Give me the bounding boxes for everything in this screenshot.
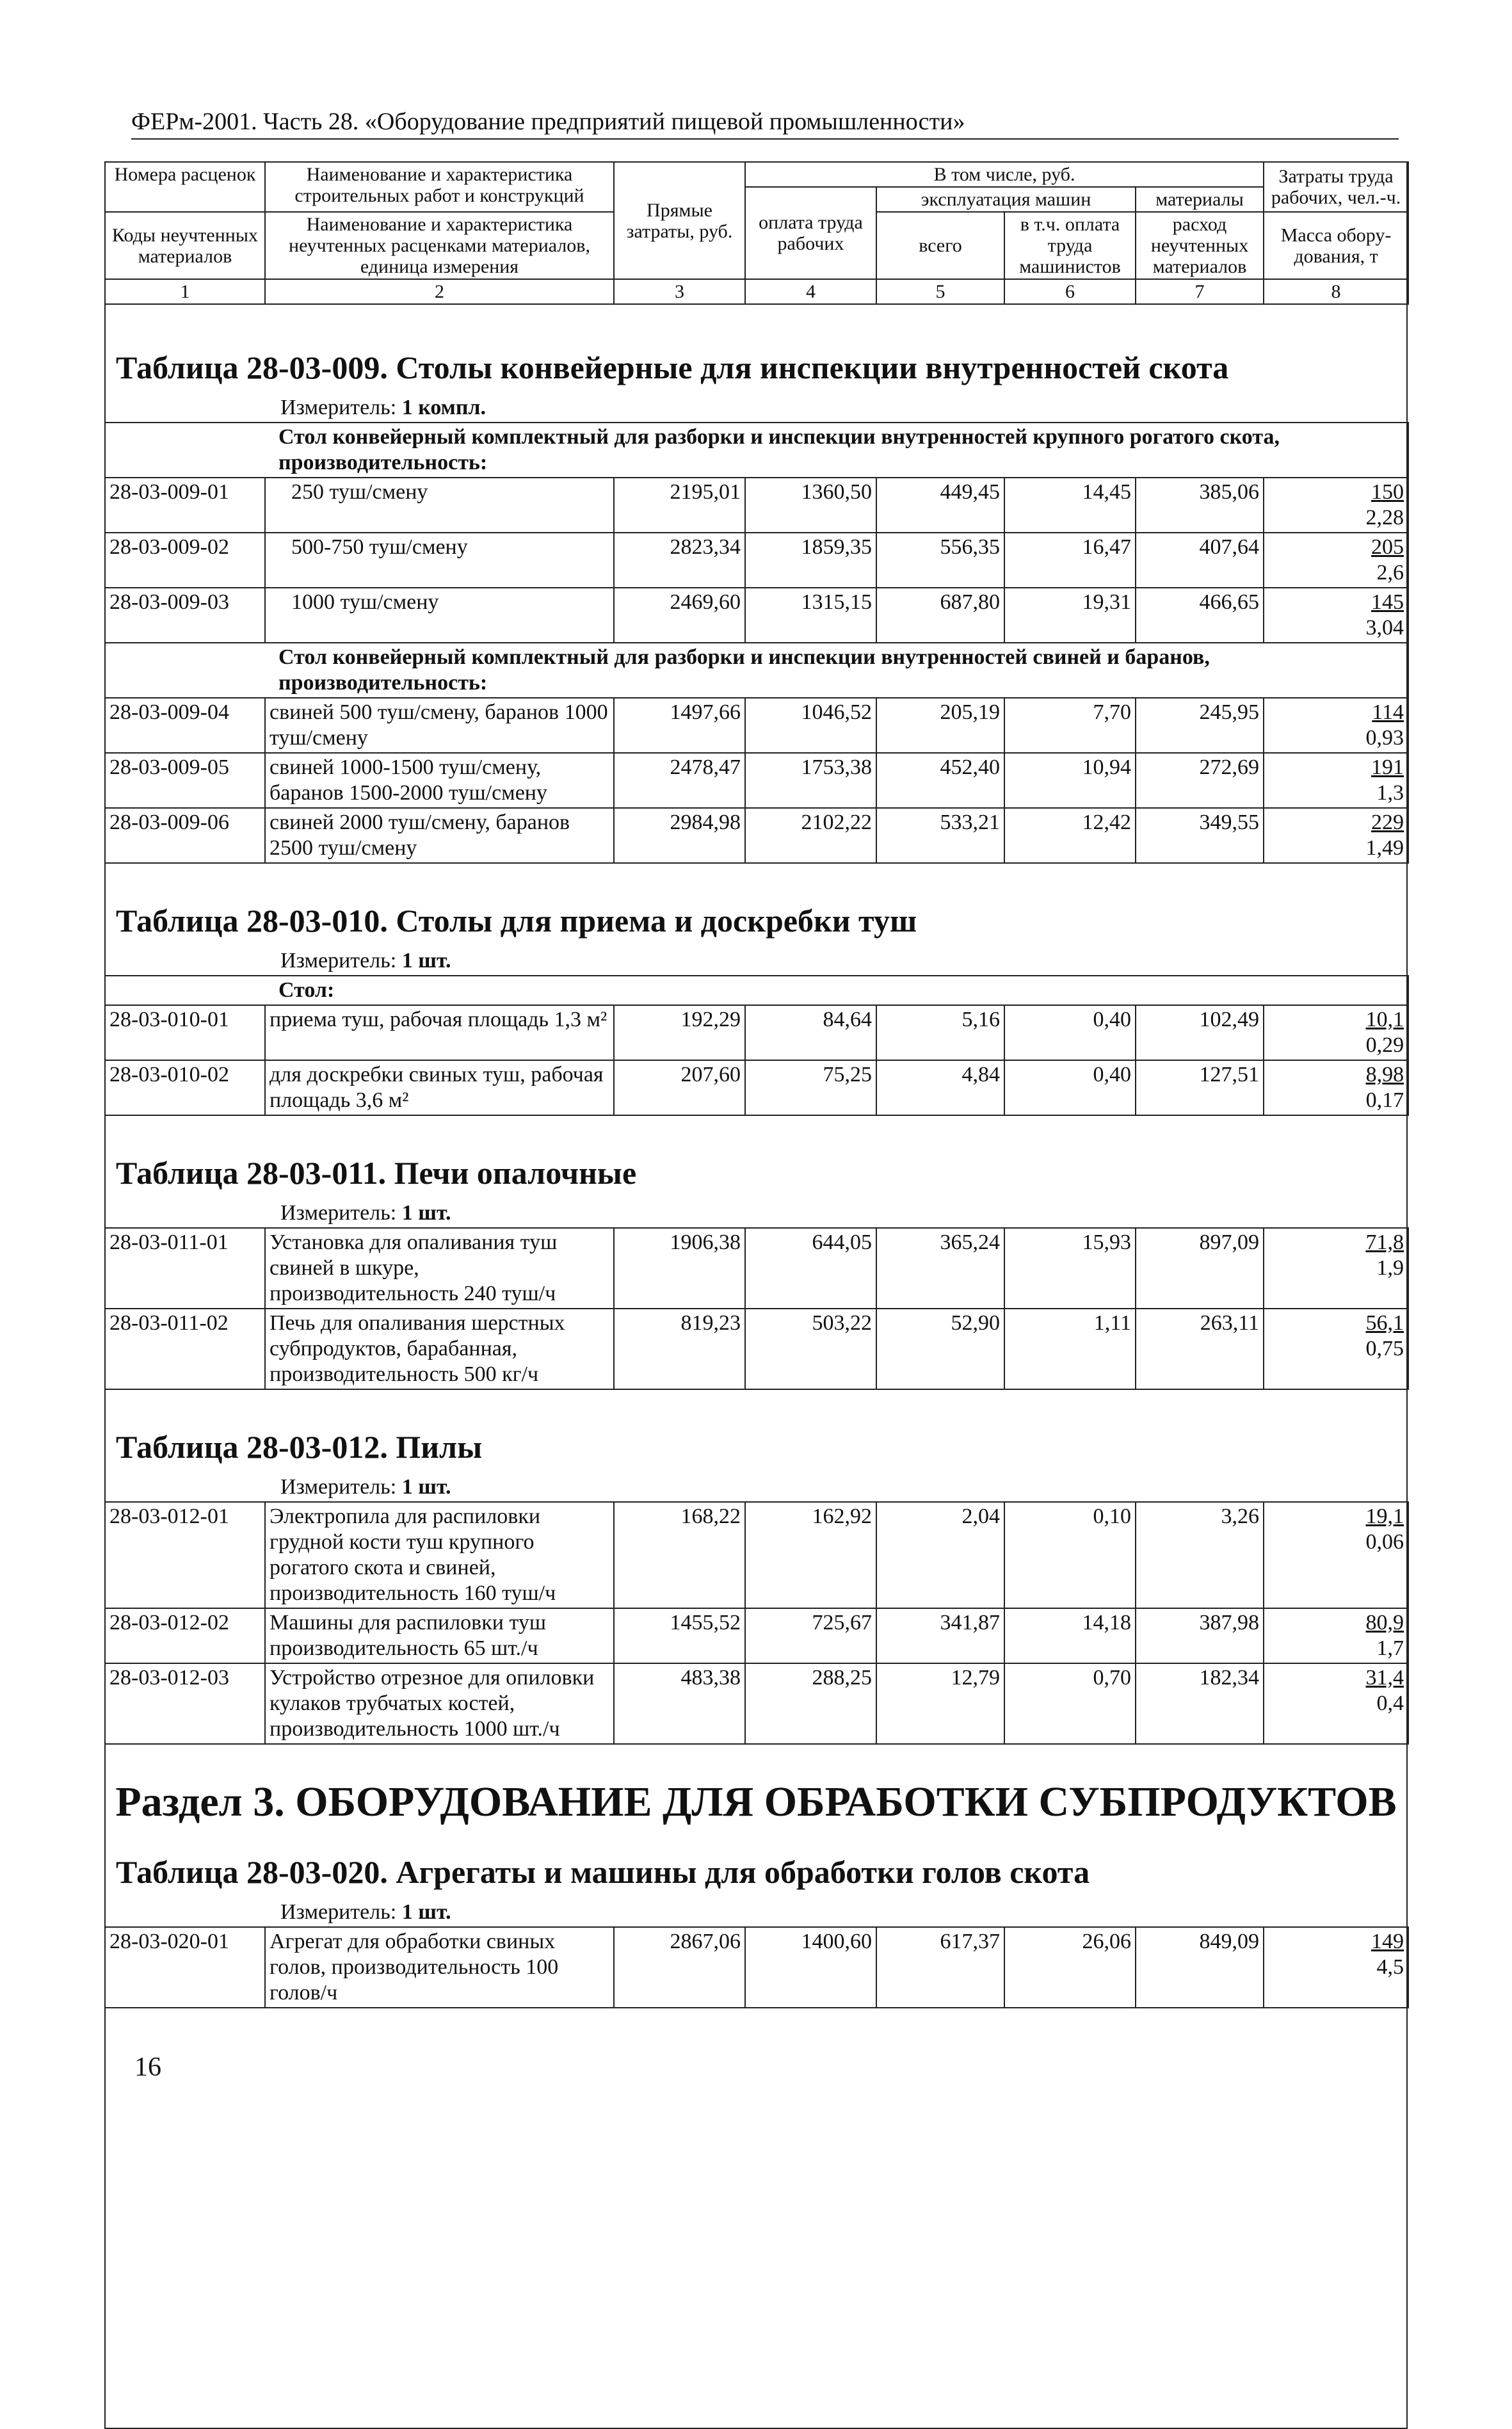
- row-code: 28-03-012-03: [105, 1663, 265, 1744]
- row-c4: 288,25: [745, 1663, 876, 1744]
- unit-line: [280, 1200, 1408, 1226]
- row-mass: 2,6: [1376, 561, 1404, 585]
- row-c4: 2102,22: [745, 808, 876, 863]
- row-c7: 127,51: [1136, 1060, 1264, 1115]
- row-name: 250 туш/смену: [265, 478, 614, 533]
- row-c6: 1,11: [1004, 1309, 1136, 1389]
- row-labor: 229: [1371, 811, 1404, 834]
- row-name: Печь для опаливания шерстных субпродуктов, барабанная, производительность 500 кг/ч: [265, 1309, 614, 1389]
- table-row: [105, 478, 1408, 533]
- table-row: [105, 588, 1408, 643]
- row-c6: 12,42: [1004, 808, 1136, 863]
- row-name: Устройство отрезное для опиловки кулаков трубчатых костей, производительность 1000 шт./ч: [265, 1663, 614, 1744]
- row-c5: 205,19: [876, 698, 1004, 753]
- header-c2a: Наименование и характеристика строительных работ и конструкций: [294, 164, 584, 206]
- row-c5: 12,79: [876, 1663, 1004, 1744]
- row-mass: 0,29: [1365, 1033, 1404, 1057]
- row-c4: 1315,15: [745, 588, 876, 643]
- row-c4: 1859,35: [745, 533, 876, 588]
- row-labor: 10,1: [1365, 1008, 1404, 1031]
- row-c4: 725,67: [745, 1608, 876, 1663]
- row-c6: 10,94: [1004, 753, 1136, 808]
- row-code: 28-03-012-01: [105, 1502, 265, 1608]
- row-labor: 149: [1371, 1930, 1404, 1953]
- row-c4: 75,25: [745, 1060, 876, 1115]
- row-c3: 2823,34: [614, 533, 745, 588]
- row-c3: 1455,52: [614, 1608, 745, 1663]
- row-code: 28-03-009-02: [105, 533, 265, 588]
- row-c5: 452,40: [876, 753, 1004, 808]
- row-name: приема туш, рабочая площадь 1,3 м²: [265, 1005, 614, 1060]
- row-c3: 192,29: [614, 1005, 745, 1060]
- row-name: Машины для распиловки туш производительность 65 шт./ч: [265, 1608, 614, 1663]
- row-mass: 1,9: [1376, 1256, 1404, 1280]
- row-c6: 0,40: [1004, 1005, 1136, 1060]
- row-c6: 26,06: [1004, 1927, 1136, 2008]
- row-c6: 14,18: [1004, 1608, 1136, 1663]
- row-c5: 687,80: [876, 588, 1004, 643]
- header-c5: всего: [876, 212, 1004, 279]
- table-row: [105, 1502, 1408, 1608]
- row-mass: 0,93: [1365, 726, 1404, 750]
- row-c7: 3,26: [1136, 1502, 1264, 1608]
- table-012: [104, 1501, 1409, 1745]
- row-c7: 272,69: [1136, 753, 1264, 808]
- row-code: 28-03-011-02: [105, 1309, 265, 1389]
- table-011: [104, 1227, 1409, 1390]
- header-machines: эксплуатация машин: [876, 187, 1136, 212]
- row-labor: 71,8: [1365, 1231, 1404, 1254]
- unit-value: 1 шт.: [401, 949, 451, 972]
- row-c5: 365,24: [876, 1228, 1004, 1309]
- row-labor-mass: [1264, 1927, 1408, 2008]
- group-heading: Стол:: [105, 976, 1408, 1005]
- table-row: [105, 533, 1408, 588]
- row-c7: 466,65: [1136, 588, 1264, 643]
- row-mass: 0,75: [1365, 1337, 1404, 1360]
- row-mass: 1,49: [1365, 836, 1404, 860]
- row-labor-mass: [1264, 533, 1408, 588]
- row-labor: 114: [1372, 700, 1404, 724]
- row-c5: 617,37: [876, 1927, 1004, 2008]
- col-num-7: 7: [1136, 279, 1264, 304]
- header-c2b: Наименование и характеристика неучтенных расценками материалов, единица измерения: [265, 212, 614, 279]
- table-title: Таблица 28-03-009. Столы конвейерные для инспекции внутренностей скота: [116, 350, 1229, 385]
- header-c6: в т.ч. оплата труда машинистов: [1004, 212, 1136, 279]
- unit-label: Измеритель:: [280, 1475, 397, 1499]
- header-c1a: Номера расценок: [114, 164, 256, 185]
- unit-line: [280, 1900, 1408, 1925]
- col-num-3: 3: [614, 279, 745, 304]
- row-labor-mass: [1264, 588, 1408, 643]
- row-c3: 2984,98: [614, 808, 745, 863]
- row-code: 28-03-012-02: [105, 1608, 265, 1663]
- row-c6: 19,31: [1004, 588, 1136, 643]
- row-c7: 407,64: [1136, 533, 1264, 588]
- row-code: 28-03-009-04: [105, 698, 265, 753]
- table-title: Таблица 28-03-010. Столы для приема и доскребки туш: [116, 903, 917, 939]
- row-c6: 15,93: [1004, 1228, 1136, 1309]
- row-c3: 2469,60: [614, 588, 745, 643]
- row-c6: 7,70: [1004, 698, 1136, 753]
- table-row: [105, 1060, 1408, 1115]
- col-num-4: 4: [745, 279, 876, 304]
- row-c6: 0,70: [1004, 1663, 1136, 1744]
- unit-value: 1 шт.: [401, 1475, 451, 1499]
- row-c7: 245,95: [1136, 698, 1264, 753]
- content: [104, 349, 1408, 2008]
- table-title: Таблица 28-03-011. Печи опалочные: [116, 1155, 637, 1191]
- row-mass: 0,17: [1365, 1088, 1404, 1112]
- row-labor: 145: [1371, 590, 1404, 614]
- row-labor-mass: [1264, 1060, 1408, 1115]
- col-num-8: 8: [1264, 279, 1408, 304]
- unit-label: Измеритель:: [280, 396, 397, 419]
- row-labor-mass: [1264, 1309, 1408, 1389]
- unit-value: 1 шт.: [401, 1900, 451, 1924]
- row-labor-mass: [1264, 1608, 1408, 1663]
- row-c3: 2867,06: [614, 1927, 745, 2008]
- unit-line: [280, 395, 1408, 421]
- row-c5: 556,35: [876, 533, 1004, 588]
- row-mass: 1,7: [1376, 1636, 1404, 1660]
- header-c7: расход неучтенных материалов: [1136, 212, 1264, 279]
- table-title: Таблица 28-03-020. Агрегаты и машины для обработки голов скота: [116, 1854, 1090, 1890]
- header-in-that: В том числе, руб.: [745, 162, 1264, 187]
- row-code: 28-03-010-02: [105, 1060, 265, 1115]
- row-c4: 84,64: [745, 1005, 876, 1060]
- unit-line: [280, 1474, 1408, 1500]
- row-labor: 80,9: [1365, 1611, 1404, 1634]
- table-row: [105, 1228, 1408, 1309]
- row-mass: 0,06: [1365, 1530, 1404, 1554]
- table-row: [105, 698, 1408, 753]
- table-020: [104, 1926, 1409, 2008]
- table-title: Таблица 28-03-012. Пилы: [116, 1429, 483, 1465]
- row-c7: 385,06: [1136, 478, 1264, 533]
- header-c1b: Коды неучтенных материалов: [105, 212, 265, 279]
- table-row: [105, 1608, 1408, 1663]
- row-c6: 0,40: [1004, 1060, 1136, 1115]
- table-row: [105, 1309, 1408, 1389]
- col-num-2: 2: [265, 279, 614, 304]
- row-name: Агрегат для обработки свиных голов, производительность 100 голов/ч: [265, 1927, 614, 2008]
- row-labor-mass: [1264, 1663, 1408, 1744]
- col-num-6: 6: [1004, 279, 1136, 304]
- row-name: 1000 туш/смену: [265, 588, 614, 643]
- row-labor-mass: [1264, 1502, 1408, 1608]
- page-number: 16: [134, 2053, 161, 2082]
- row-c3: 168,22: [614, 1502, 745, 1608]
- row-mass: 2,28: [1365, 506, 1404, 529]
- unit-label: Измеритель:: [280, 1201, 397, 1225]
- row-c3: 2478,47: [614, 753, 745, 808]
- row-c3: 819,23: [614, 1309, 745, 1389]
- row-c4: 644,05: [745, 1228, 876, 1309]
- table-row: [105, 808, 1408, 863]
- row-labor-mass: [1264, 698, 1408, 753]
- row-code: 28-03-009-06: [105, 808, 265, 863]
- row-code: 28-03-009-05: [105, 753, 265, 808]
- row-mass: 0,4: [1376, 1691, 1404, 1715]
- col-num-1: 1: [105, 279, 265, 304]
- row-name: Электропила для распиловки грудной кости туш крупного рогатого скота и свиней, производительность 160 туш/ч: [265, 1502, 614, 1608]
- row-labor-mass: [1264, 1228, 1408, 1309]
- row-labor: 150: [1371, 480, 1404, 504]
- table-row: [105, 1005, 1408, 1060]
- running-head: ФЕРм-2001. Часть 28. «Оборудование предприятий пищевой промышленности»: [131, 108, 1399, 140]
- row-c4: 1046,52: [745, 698, 876, 753]
- table-row: [105, 1927, 1408, 2008]
- row-c7: 102,49: [1136, 1005, 1264, 1060]
- group-heading: Стол конвейерный комплектный для разборки и инспекции внутренностей свиней и баранов, производительность:: [105, 643, 1408, 698]
- row-name: для доскребки свиных туш, рабочая площадь 3,6 м²: [265, 1060, 614, 1115]
- row-c3: 1497,66: [614, 698, 745, 753]
- row-labor-mass: [1264, 808, 1408, 863]
- unit-label: Измеритель:: [280, 1900, 397, 1924]
- row-labor-mass: [1264, 1005, 1408, 1060]
- row-c4: 1360,50: [745, 478, 876, 533]
- row-labor: 191: [1371, 755, 1404, 779]
- row-c6: 16,47: [1004, 533, 1136, 588]
- row-name: Установка для опаливания туш свиней в шкуре, производительность 240 туш/ч: [265, 1228, 614, 1309]
- header-direct-costs: Прямые затраты, руб.: [614, 162, 745, 279]
- header-materials: материалы: [1136, 187, 1264, 212]
- row-c7: 182,34: [1136, 1663, 1264, 1744]
- unit-label: Измеритель:: [280, 949, 397, 972]
- row-c7: 849,09: [1136, 1927, 1264, 2008]
- row-c4: 503,22: [745, 1309, 876, 1389]
- row-c6: 0,10: [1004, 1502, 1136, 1608]
- row-name: свиней 2000 туш/смену, баранов 2500 туш/смену: [265, 808, 614, 863]
- row-mass: 1,3: [1376, 781, 1404, 805]
- row-c5: 52,90: [876, 1309, 1004, 1389]
- row-c6: 14,45: [1004, 478, 1136, 533]
- table-009: [104, 422, 1409, 864]
- row-c5: 449,45: [876, 478, 1004, 533]
- unit-value: 1 шт.: [401, 1201, 451, 1225]
- row-c3: 2195,01: [614, 478, 745, 533]
- row-c3: 207,60: [614, 1060, 745, 1115]
- table-row: [105, 1663, 1408, 1744]
- row-code: 28-03-009-03: [105, 588, 265, 643]
- row-c4: 1753,38: [745, 753, 876, 808]
- group-heading: Стол конвейерный комплектный для разборки и инспекции внутренностей крупного рогатого скота, производительность:: [105, 423, 1408, 478]
- row-name: свиней 500 туш/смену, баранов 1000 туш/смену: [265, 698, 614, 753]
- unit-value: 1 компл.: [401, 396, 487, 419]
- row-labor-mass: [1264, 478, 1408, 533]
- row-c3: 1906,38: [614, 1228, 745, 1309]
- row-labor: 31,4: [1365, 1666, 1404, 1690]
- row-mass: 4,5: [1376, 1955, 1404, 1979]
- row-c4: 162,92: [745, 1502, 876, 1608]
- row-mass: 3,04: [1365, 616, 1404, 640]
- row-labor: 8,98: [1365, 1063, 1404, 1086]
- row-code: 28-03-010-01: [105, 1005, 265, 1060]
- row-labor-mass: [1264, 753, 1408, 808]
- row-c7: 349,55: [1136, 808, 1264, 863]
- row-labor: 56,1: [1365, 1311, 1404, 1335]
- row-c5: 4,84: [876, 1060, 1004, 1115]
- row-labor: 19,1: [1365, 1505, 1404, 1528]
- row-name: свиней 1000-1500 туш/смену, баранов 1500-2000 туш/смену: [265, 753, 614, 808]
- row-code: 28-03-011-01: [105, 1228, 265, 1309]
- row-code: 28-03-020-01: [105, 1927, 265, 2008]
- header-c4: оплата труда рабочих: [745, 187, 876, 279]
- row-c5: 341,87: [876, 1608, 1004, 1663]
- col-num-5: 5: [876, 279, 1004, 304]
- unit-line: [280, 948, 1408, 974]
- table-row: [105, 753, 1408, 808]
- row-c5: 533,21: [876, 808, 1004, 863]
- row-labor: 205: [1371, 535, 1404, 559]
- table-010: [104, 975, 1409, 1116]
- row-c5: 2,04: [876, 1502, 1004, 1608]
- row-c7: 263,11: [1136, 1309, 1264, 1389]
- row-name: 500-750 туш/смену: [265, 533, 614, 588]
- row-c5: 5,16: [876, 1005, 1004, 1060]
- row-c7: 387,98: [1136, 1608, 1264, 1663]
- row-c3: 483,38: [614, 1663, 745, 1744]
- header-c8b: Масса обору-дования, т: [1264, 212, 1408, 279]
- header-c8a: Затраты труда рабочих, чел.-ч.: [1271, 166, 1401, 208]
- row-code: 28-03-009-01: [105, 478, 265, 533]
- row-c4: 1400,60: [745, 1927, 876, 2008]
- row-c7: 897,09: [1136, 1228, 1264, 1309]
- section-title: Раздел 3. ОБОРУДОВАНИЕ ДЛЯ ОБРАБОТКИ СУБПРОДУКТОВ: [115, 1779, 1397, 1825]
